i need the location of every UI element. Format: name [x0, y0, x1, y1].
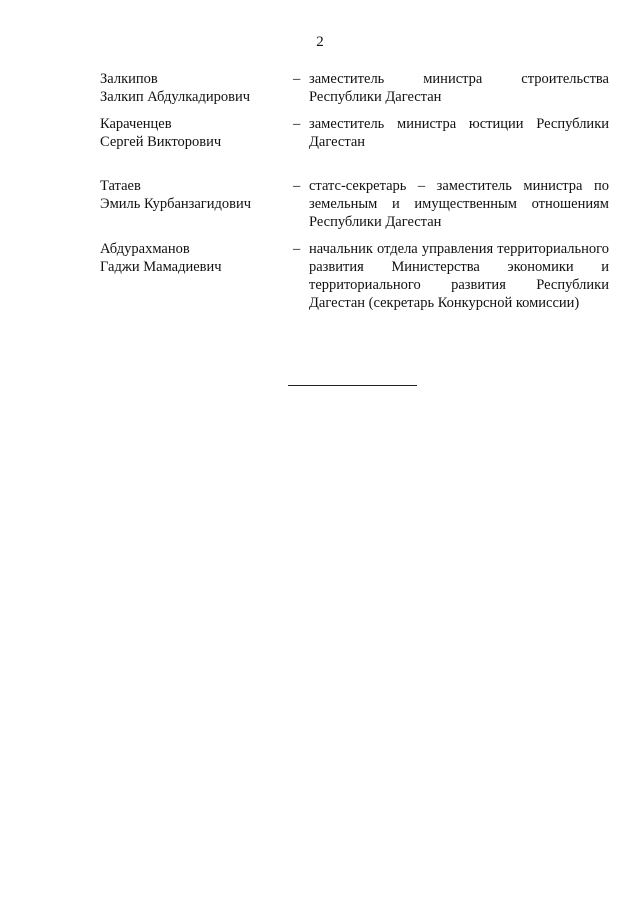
member-given-names: Эмиль Курбанзагидович	[100, 196, 252, 212]
member-surname: Татаев	[100, 178, 141, 194]
member-role: начальник отдела управления территориального развития Министерства экономики и территориального развития Республики Дагестан (секретарь Конкурсной комиссии)	[309, 241, 609, 311]
member-role: заместитель министра строительства Республики Дагестан	[309, 71, 609, 105]
member-given-names: Сергей Викторович	[100, 134, 222, 150]
member-surname: Залкипов	[100, 71, 158, 87]
dash-separator: –	[293, 241, 301, 257]
member-surname: Караченцев	[100, 116, 172, 132]
dash-separator: –	[293, 178, 301, 194]
dash-separator: –	[293, 116, 301, 132]
member-given-names: Гаджи Мамадиевич	[100, 259, 222, 275]
member-role: статс-секретарь – заместитель министра по земельным и имущественным отношениям Республики Дагестан	[309, 178, 609, 230]
dash-separator: –	[293, 71, 301, 87]
member-role: заместитель министра юстиции Республики Дагестан	[309, 116, 609, 150]
end-divider-line	[288, 385, 417, 386]
member-name	[100, 70, 290, 106]
member-name	[100, 115, 290, 151]
page-number: 2	[316, 34, 324, 50]
member-surname: Абдурахманов	[100, 241, 190, 257]
member-name	[100, 240, 290, 276]
member-given-names: Залкип Абдулкадирович	[100, 89, 251, 105]
member-name	[100, 177, 290, 213]
